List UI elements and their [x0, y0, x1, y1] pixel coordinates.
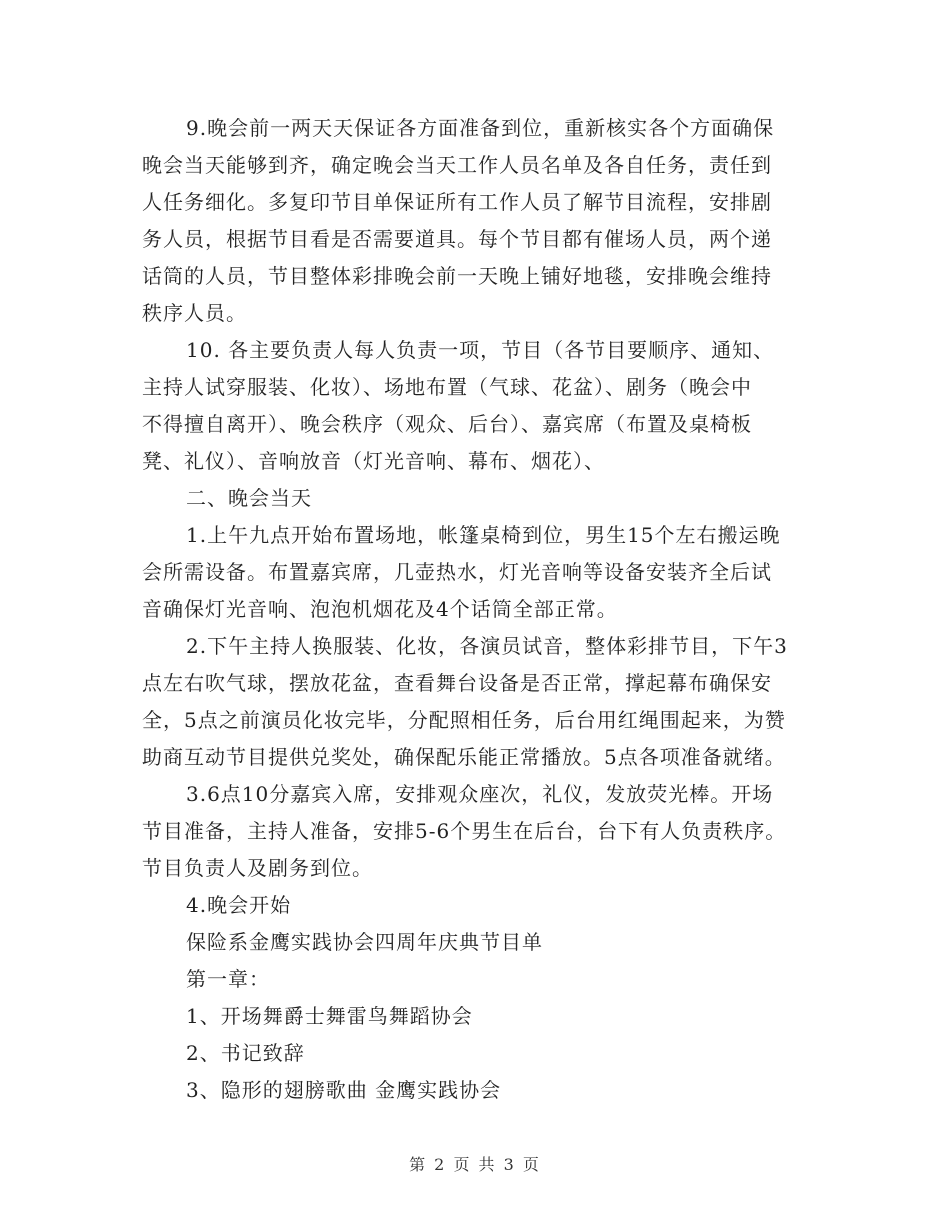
text-line: 节目负责人及剧务到位。	[142, 856, 373, 880]
text-line: 2.下午主持人换服装、化妆，各演员试音，整体彩排节目，下午3	[186, 634, 788, 658]
text-line: 务人员，根据节目看是否需要道具。每个节目都有催场人员，两个递	[142, 227, 772, 251]
text-line: 会所需设备。布置嘉宾席，几壶热水，灯光音响等设备安装齐全后试	[142, 560, 772, 584]
text-line: 凳、礼仪）、音响放音（灯光音响、幕布、烟花）、	[142, 449, 605, 473]
text-line: 3、隐形的翅膀歌曲 金鹰实践协会	[186, 1078, 502, 1102]
text-line: 节目准备，主持人准备，安排5-6个男生在后台，台下有人负责秩序。	[142, 819, 787, 843]
page-footer: 第 2 页 共 3 页	[409, 1155, 541, 1174]
document-body	[142, 110, 812, 1109]
text-line: 话筒的人员，节目整体彩排晚会前一天晚上铺好地毯，安排晚会维持	[142, 264, 772, 288]
text-line: 秩序人员。	[142, 301, 247, 325]
text-line: 点左右吹气球，摆放花盆，查看舞台设备是否正常，撑起幕布确保安	[142, 671, 772, 695]
text-line: 全，5点之前演员化妆完毕，分配照相任务，后台用红绳围起来，为赞	[142, 708, 786, 732]
text-line: 音确保灯光音响、泡泡机烟花及4个话筒全部正常。	[142, 597, 618, 621]
text-line: 二、晚会当天	[186, 486, 312, 510]
text-line: 10. 各主要负责人每人负责一项，节目（各节目要顺序、通知、	[186, 338, 775, 362]
text-line: 4.晚会开始	[186, 893, 292, 917]
text-line: 主持人试穿服装、化妆）、场地布置（气球、花盆）、剧务（晚会中	[142, 375, 752, 399]
text-line: 人任务细化。多复印节目单保证所有工作人员了解节目流程，安排剧	[142, 190, 772, 214]
text-line: 3.6点10分嘉宾入席，安排观众座次，礼仪，发放荧光棒。开场	[186, 782, 774, 806]
text-line: 助商互动节目提供兑奖处，确保配乐能正常播放。5点各项准备就绪。	[142, 745, 786, 769]
text-line: 晚会当天能够到齐，确定晚会当天工作人员名单及各自任务，责任到	[142, 153, 772, 177]
text-line: 保险系金鹰实践协会四周年庆典节目单	[186, 930, 543, 954]
text-line: 第一章：	[186, 967, 270, 991]
text-line: 9.晚会前一两天天保证各方面准备到位，重新核实各个方面确保	[186, 116, 775, 140]
text-line: 不得擅自离开）、晚会秩序（观众、后台）、嘉宾席（布置及桌椅板	[142, 412, 752, 436]
text-line: 1、开场舞爵士舞雷鸟舞蹈协会	[186, 1004, 473, 1028]
text-line: 2、书记致辞	[186, 1041, 305, 1065]
text-line: 1.上午九点开始布置场地，帐篷桌椅到位，男生15个左右搬运晚	[186, 523, 781, 547]
